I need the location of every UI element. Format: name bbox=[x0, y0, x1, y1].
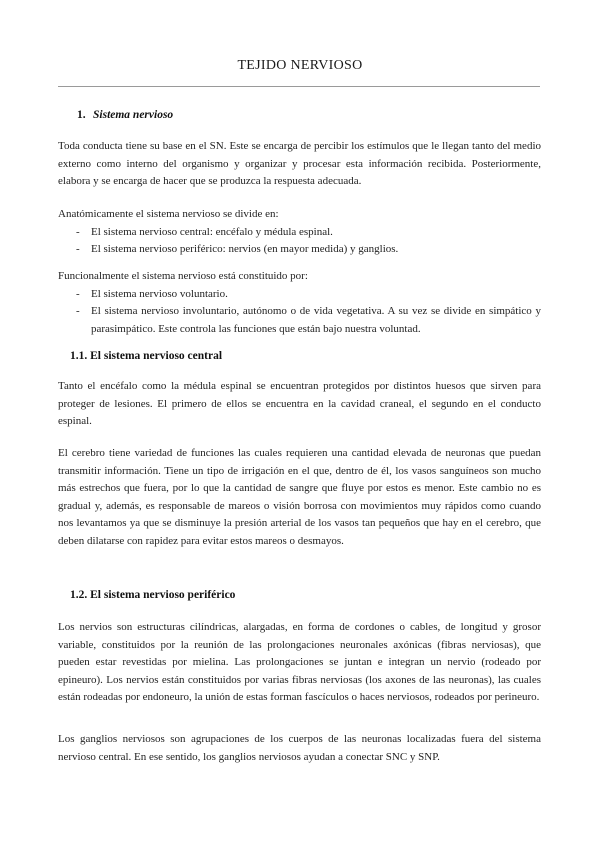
paragraph: Los nervios son estructuras cilíndricas, alargadas, en forma de cordones o cables, de longitud y grosor variable, constituidos por la reunión de las prolongaciones neuronales axónicas (fibras nerviosas), que pueden estar revestidas por mielina. Las prolongaciones se juntan e integran un nervio (rodeado por epineuro). Los nervios están constituidos por varias fibras nerviosas (los axones de las neuronas), las cuales están rodeadas por endoneuro, la unión de estas forman fascículos o haces nerviosos, rodeados por perineuro. bbox=[58, 621, 541, 703]
functional-list bbox=[58, 286, 541, 339]
paragraph: Los ganglios nerviosos son agrupaciones de los cuerpos de las neuronas localizadas fuera del sistema nervioso central. En ese sentido, los ganglios nerviosos ayudan a conectar SNC y SNP. bbox=[58, 733, 541, 763]
dash-bullet: - bbox=[76, 305, 80, 317]
title-divider bbox=[58, 86, 540, 87]
functional-lead: Funcionalmente el sistema nervioso está constituido por: bbox=[58, 270, 308, 282]
paragraph: Tanto el encéfalo como la médula espinal se encuentran protegidos por distintos huesos que sirven para proteger de lesiones. El primero de ellos se encuentra en la cavidad craneal, el segundo en el conducto espinal. bbox=[58, 380, 541, 427]
anatomic-lead: Anatómicamente el sistema nervioso se divide en: bbox=[58, 208, 279, 220]
section-1-2-paragraph-2 bbox=[58, 731, 541, 766]
list-item-text: El sistema nervioso voluntario. bbox=[91, 287, 228, 300]
anatomic-division bbox=[58, 206, 541, 259]
list-item bbox=[58, 224, 541, 242]
dash-bullet: - bbox=[76, 225, 80, 238]
section-1-title: Sistema nervioso bbox=[93, 109, 174, 121]
document-title: TEJIDO NERVIOSO bbox=[237, 58, 363, 73]
paragraph: El cerebro tiene variedad de funciones las cuales requieren una cantidad elevada de neuronas que puedan transmitir información. Tiene un tipo de irrigación en el que, dentro de él, los vasos sanguíneos son mucho más estrechos que fuera, por lo que la cantidad de sangre que fluye por estos es menor. Este cambio no es gradual y, además, es responsable de mareos o visión borrosa con movimientos muy rápidos como cuando nos levantamos ya que se disminuye la presión arterial de los vasos tan pequeños que hay en el cerebro, que deben dilatarse con rapidez para evitar estos mareos o desmayos. bbox=[58, 447, 541, 547]
section-1-heading bbox=[77, 109, 173, 121]
list-item-text: El sistema nervioso involuntario, autónomo o de vida vegetativa. A su vez se divide en simpático y parasimpático. Este controla las funciones que están bajo nuestra voluntad. bbox=[91, 305, 541, 335]
list-item bbox=[58, 303, 541, 338]
list-item-text: El sistema nervioso central: encéfalo y médula espinal. bbox=[91, 225, 333, 238]
list-item bbox=[58, 241, 541, 259]
functional-division bbox=[58, 268, 541, 338]
dash-bullet: - bbox=[76, 287, 80, 300]
section-1-2-heading: 1.2. El sistema nervioso periférico bbox=[70, 589, 236, 601]
section-1-intro bbox=[58, 138, 541, 191]
section-1-1-paragraph-2 bbox=[58, 445, 541, 550]
dash-bullet: - bbox=[76, 243, 80, 255]
section-1-2-paragraph-1 bbox=[58, 619, 541, 707]
list-item-text: El sistema nervioso periférico: nervios (en mayor medida) y ganglios. bbox=[91, 243, 399, 255]
list-item bbox=[58, 286, 541, 304]
section-1-number: 1. bbox=[77, 109, 86, 121]
section-1-1-heading: 1.1. El sistema nervioso central bbox=[70, 350, 223, 362]
section-1-1-paragraph-1 bbox=[58, 378, 541, 431]
intro-paragraph: Toda conducta tiene su base en el SN. Este se encarga de percibir los estímulos que le llegan tanto del medio externo como interno del organismo y organizar y procesar esta información recibida. Posteriormente, elabora y se encarga de hacer que se produzca la respuesta adecuada. bbox=[58, 140, 541, 187]
anatomic-list bbox=[58, 224, 541, 259]
